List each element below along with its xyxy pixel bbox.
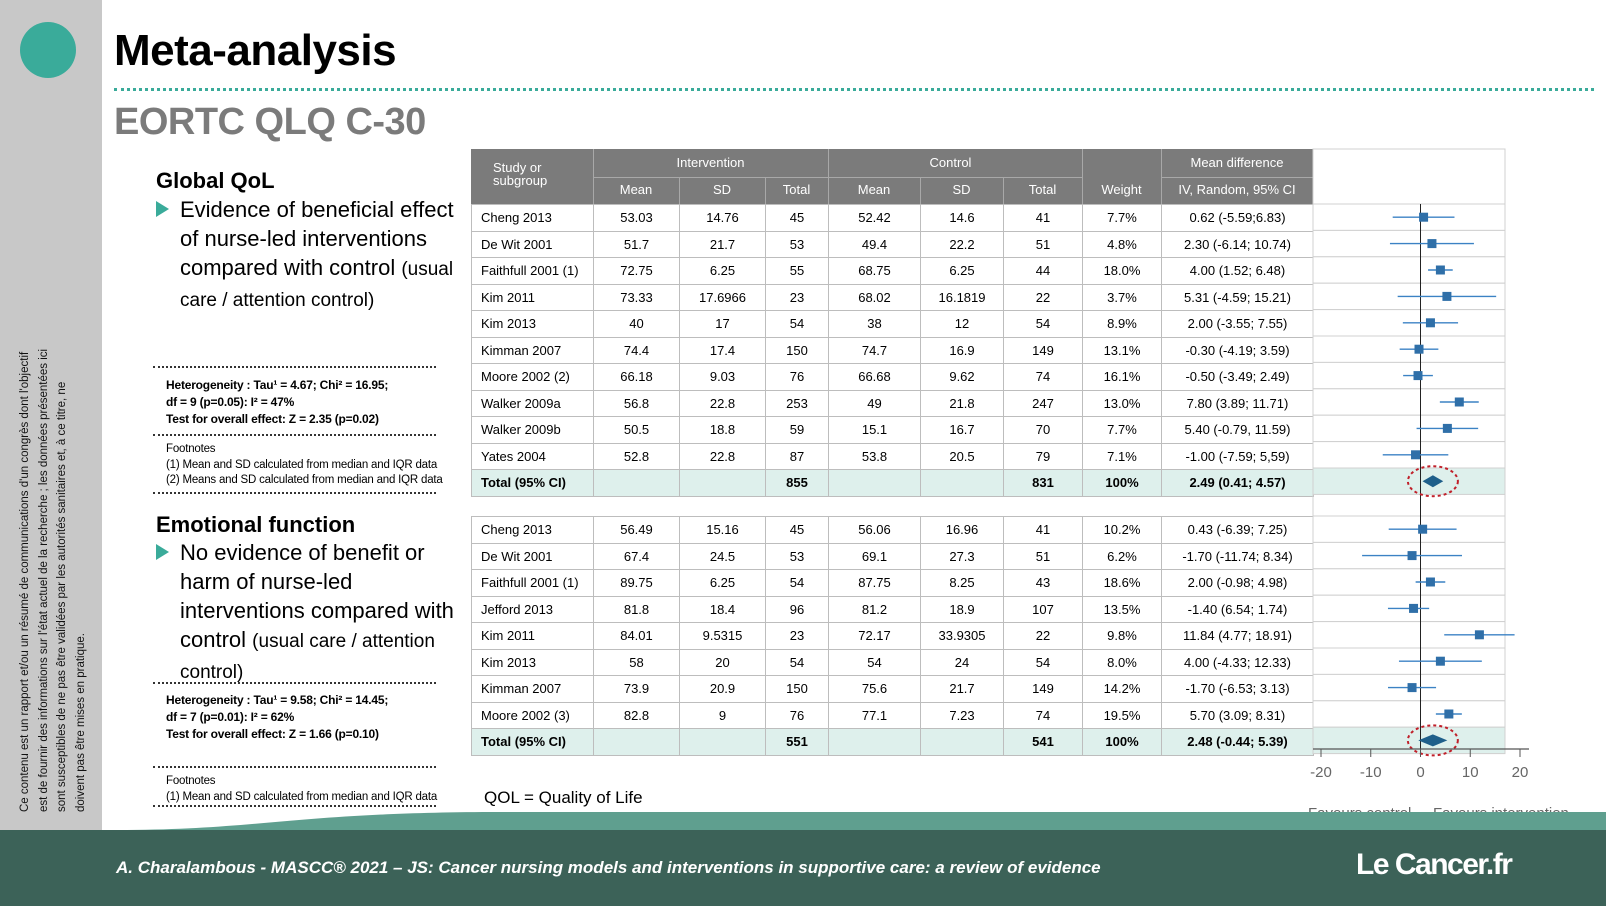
qol-note: QOL = Quality of Life (484, 788, 643, 807)
disclaimer-text: Ce contenu est un rapport et/ou un résumé de communications d'un congrès dont l'objectif est de fournir des informations sur l'état actuel de la recherche ; les données présentées ici sont susceptibles de ne pas être validées par les autorités sanitaires et, à ce titre, ne doivent pas être mises en pratique. (19, 348, 87, 812)
cell-w: 6.2% (1083, 543, 1162, 570)
cell-it: 54 (766, 649, 829, 676)
cell-ct: 43 (1004, 570, 1083, 597)
cell-ct: 41 (1004, 205, 1083, 232)
cell-w: 7.7% (1083, 205, 1162, 232)
cell-ci: -1.40 (6.54; 1.74) (1162, 596, 1314, 623)
cell-it: 855 (766, 470, 829, 497)
plot-row (1313, 727, 1505, 753)
cell-study: Faithfull 2001 (1) (472, 258, 594, 285)
cell-isd: 22.8 (680, 443, 766, 470)
cell-ci: 5.70 (3.09; 8.31) (1162, 702, 1314, 729)
study-point (1414, 371, 1423, 380)
cell-csd: 16.7 (921, 417, 1004, 444)
cell-it: 253 (766, 390, 829, 417)
global-heterogeneity (166, 377, 388, 428)
study-point (1436, 266, 1445, 275)
cell-study: Yates 2004 (472, 443, 594, 470)
cell-w: 16.1% (1083, 364, 1162, 391)
cell-study: Total (95% CI) (472, 729, 594, 756)
cell-ci: 5.40 (-0.79, 11.59) (1162, 417, 1314, 444)
cell-w: 10.2% (1083, 517, 1162, 544)
cell-w: 100% (1083, 470, 1162, 497)
table-row (472, 337, 1314, 364)
cell-study: Kim 2013 (472, 311, 594, 338)
cell-csd: 8.25 (921, 570, 1004, 597)
divider (153, 766, 436, 768)
cell-ct: 107 (1004, 596, 1083, 623)
cell-w: 8.0% (1083, 649, 1162, 676)
cell-isd: 22.8 (680, 390, 766, 417)
cell-study: De Wit 2001 (472, 543, 594, 570)
cell-it: 96 (766, 596, 829, 623)
study-point (1409, 604, 1418, 613)
x-tick-label: -20 (1310, 764, 1332, 781)
cell-im: 89.75 (594, 570, 680, 597)
study-point (1418, 525, 1427, 534)
cell-w: 13.0% (1083, 390, 1162, 417)
table-row (472, 517, 1314, 544)
cell-cm: 49.4 (829, 231, 921, 258)
footnote-title: Footnotes (166, 775, 216, 787)
table-row (472, 364, 1314, 391)
emotional-bullet (156, 538, 456, 687)
global-qol-table (471, 204, 1314, 497)
table-row (472, 570, 1314, 597)
cell-im (594, 470, 680, 497)
cell-study: Walker 2009b (472, 417, 594, 444)
cell-isd: 17 (680, 311, 766, 338)
cell-isd: 18.4 (680, 596, 766, 623)
cell-isd (680, 729, 766, 756)
cell-w: 18.0% (1083, 258, 1162, 285)
cell-isd: 9.03 (680, 364, 766, 391)
cell-study: Total (95% CI) (472, 470, 594, 497)
total-row (472, 470, 1314, 497)
table-row (472, 702, 1314, 729)
cell-im: 56.49 (594, 517, 680, 544)
footnote-title: Footnotes (166, 443, 216, 455)
cell-ci: 2.30 (-6.14; 10.74) (1162, 231, 1314, 258)
x-tick-label: -10 (1359, 764, 1382, 781)
cell-im: 58 (594, 649, 680, 676)
bullet-triangle-icon (156, 201, 169, 217)
cell-isd: 6.25 (680, 570, 766, 597)
cell-csd: 24 (921, 649, 1004, 676)
cell-ci: 0.43 (-6.39; 7.25) (1162, 517, 1314, 544)
table-row (472, 231, 1314, 258)
header-c-mean: Mean (857, 182, 891, 197)
cell-it: 23 (766, 623, 829, 650)
page-subtitle: EORTC QLQ C-30 (114, 101, 426, 143)
divider (153, 492, 436, 494)
cell-it: 150 (766, 337, 829, 364)
cell-w: 7.1% (1083, 443, 1162, 470)
het-line: Test for overall effect: Z = 2.35 (p=0.02) (166, 412, 379, 426)
cell-isd: 9.5315 (680, 623, 766, 650)
cell-csd: 14.6 (921, 205, 1004, 232)
cell-study: Kimman 2007 (472, 337, 594, 364)
plot-row (1313, 468, 1505, 494)
table-row (472, 390, 1314, 417)
table-row (472, 417, 1314, 444)
plot-row (1313, 569, 1505, 595)
cell-csd: 16.96 (921, 517, 1004, 544)
cell-csd (921, 729, 1004, 756)
emotional-footnotes (166, 774, 437, 805)
cell-ci: 2.49 (0.41; 4.57) (1162, 470, 1314, 497)
cell-study: Jefford 2013 (472, 596, 594, 623)
plot-header-box (1313, 149, 1505, 204)
cell-ct: 149 (1004, 337, 1083, 364)
cell-cm: 68.02 (829, 284, 921, 311)
cell-ci: -0.30 (-4.19; 3.59) (1162, 337, 1314, 364)
table-row (472, 676, 1314, 703)
header-control: Control (929, 155, 972, 170)
footer-citation: A. Charalambous - MASCC® 2021 – JS: Cancer nursing models and interventions in supportive care: a review of evidence (116, 858, 1101, 877)
cell-cm (829, 470, 921, 497)
cell-im: 50.5 (594, 417, 680, 444)
cell-ct: 51 (1004, 231, 1083, 258)
page-title: Meta-analysis (114, 26, 397, 75)
cell-cm: 87.75 (829, 570, 921, 597)
cell-it: 54 (766, 570, 829, 597)
global-qol-heading: Global QoL (156, 168, 275, 193)
global-footnotes (166, 442, 443, 489)
study-point (1426, 318, 1435, 327)
table-row (472, 543, 1314, 570)
logo-circle (20, 22, 76, 78)
cell-csd: 27.3 (921, 543, 1004, 570)
cell-csd: 6.25 (921, 258, 1004, 285)
cell-w: 13.5% (1083, 596, 1162, 623)
cell-cm: 74.7 (829, 337, 921, 364)
cell-cm: 68.75 (829, 258, 921, 285)
cell-isd: 9 (680, 702, 766, 729)
cell-study: Kim 2013 (472, 649, 594, 676)
cell-cm: 72.17 (829, 623, 921, 650)
x-tick-label: 20 (1511, 764, 1529, 781)
header-weight: Weight (1101, 182, 1142, 197)
cell-im: 66.18 (594, 364, 680, 391)
cell-cm: 69.1 (829, 543, 921, 570)
cell-isd (680, 470, 766, 497)
cell-ci: 7.80 (3.89; 11.71) (1162, 390, 1314, 417)
study-point (1444, 710, 1453, 719)
cell-cm (829, 729, 921, 756)
header-md: Mean difference (1190, 155, 1284, 170)
cell-ct: 51 (1004, 543, 1083, 570)
het-line: Test for overall effect: Z = 1.66 (p=0.10) (166, 727, 379, 741)
cell-cm: 53.8 (829, 443, 921, 470)
cell-csd: 16.9 (921, 337, 1004, 364)
cell-isd: 17.4 (680, 337, 766, 364)
cell-study: Cheng 2013 (472, 205, 594, 232)
cell-isd: 6.25 (680, 258, 766, 285)
cell-study: De Wit 2001 (472, 231, 594, 258)
x-tick-label: 10 (1461, 764, 1479, 781)
cell-isd: 14.76 (680, 205, 766, 232)
cell-csd: 9.62 (921, 364, 1004, 391)
cell-w: 14.2% (1083, 676, 1162, 703)
cell-ct: 149 (1004, 676, 1083, 703)
cell-it: 551 (766, 729, 829, 756)
het-line: Heterogeneity : Tau¹ = 9.58; Chi² = 14.45; (166, 693, 389, 707)
cell-csd: 33.9305 (921, 623, 1004, 650)
table-row (472, 443, 1314, 470)
cell-w: 13.1% (1083, 337, 1162, 364)
cell-cm: 81.2 (829, 596, 921, 623)
het-line: df = 9 (p=0.05): I² = 47% (166, 395, 295, 409)
table-row (472, 623, 1314, 650)
cell-study: Kim 2011 (472, 284, 594, 311)
cell-ci: 0.62 (-5.59;6.83) (1162, 205, 1314, 232)
cell-cm: 54 (829, 649, 921, 676)
emotional-bullet-main: No evidence of benefit or harm of nurse-led interventions compared with control (180, 540, 454, 652)
cell-study: Moore 2002 (2) (472, 364, 594, 391)
study-point (1455, 398, 1464, 407)
study-point (1443, 424, 1452, 433)
header-c-sd: SD (952, 182, 971, 197)
study-point (1415, 345, 1424, 354)
cell-ct: 79 (1004, 443, 1083, 470)
cell-it: 23 (766, 284, 829, 311)
cell-ct: 22 (1004, 284, 1083, 311)
cell-ci: 2.00 (-3.55; 7.55) (1162, 311, 1314, 338)
cell-it: 45 (766, 517, 829, 544)
cell-im: 56.8 (594, 390, 680, 417)
cell-im: 52.8 (594, 443, 680, 470)
cell-it: 76 (766, 364, 829, 391)
cell-ct: 831 (1004, 470, 1083, 497)
cell-ci: 11.84 (4.77; 18.91) (1162, 623, 1314, 650)
cell-isd: 20 (680, 649, 766, 676)
cell-w: 7.7% (1083, 417, 1162, 444)
cell-im: 73.9 (594, 676, 680, 703)
header-intervention: Intervention (676, 155, 745, 170)
study-point (1411, 450, 1420, 459)
cell-it: 55 (766, 258, 829, 285)
cell-ct: 74 (1004, 702, 1083, 729)
cell-it: 53 (766, 231, 829, 258)
table-row (472, 596, 1314, 623)
emotional-heading: Emotional function (156, 512, 356, 537)
emotional-heterogeneity (166, 692, 388, 743)
bullet-triangle-icon (156, 544, 169, 560)
cell-im: 82.8 (594, 702, 680, 729)
cell-im: 74.4 (594, 337, 680, 364)
cell-im (594, 729, 680, 756)
cell-w: 9.8% (1083, 623, 1162, 650)
divider (153, 434, 436, 436)
cell-csd: 7.23 (921, 702, 1004, 729)
cell-isd: 15.16 (680, 517, 766, 544)
study-point (1408, 551, 1417, 560)
cell-cm: 75.6 (829, 676, 921, 703)
cell-csd: 21.7 (921, 676, 1004, 703)
global-bullet-small: (usual care / attention control) (180, 259, 454, 311)
cell-it: 76 (766, 702, 829, 729)
cell-cm: 56.06 (829, 517, 921, 544)
cell-w: 3.7% (1083, 284, 1162, 311)
cell-ct: 54 (1004, 311, 1083, 338)
cell-csd: 22.2 (921, 231, 1004, 258)
header-i-total: Total (782, 182, 811, 197)
cell-ci: -0.50 (-3.49; 2.49) (1162, 364, 1314, 391)
header-i-sd: SD (712, 182, 732, 197)
x-tick-label: 0 (1416, 764, 1425, 781)
cell-ct: 22 (1004, 623, 1083, 650)
cell-cm: 49 (829, 390, 921, 417)
cell-isd: 24.5 (680, 543, 766, 570)
forest-plot (1310, 149, 1593, 829)
cell-study: Faithfull 2001 (1) (472, 570, 594, 597)
table-row (472, 649, 1314, 676)
cell-w: 8.9% (1083, 311, 1162, 338)
cell-study: Cheng 2013 (472, 517, 594, 544)
cell-ci: -1.70 (-11.74; 8.34) (1162, 543, 1314, 570)
table-row (472, 311, 1314, 338)
header-i-mean: Mean (619, 182, 653, 197)
header-study: Study or subgroup (493, 160, 548, 188)
cell-ci: 2.00 (-0.98; 4.98) (1162, 570, 1314, 597)
cell-ci: -1.00 (-7.59; 5,59) (1162, 443, 1314, 470)
header-c-total: Total (1028, 182, 1057, 197)
study-point (1419, 213, 1428, 222)
cell-isd: 20.9 (680, 676, 766, 703)
brand-logo: Le Cancer.fr (1356, 848, 1512, 881)
cell-im: 53.03 (594, 205, 680, 232)
cell-csd (921, 470, 1004, 497)
footnote: (1) Mean and SD calculated from median and IQR data (166, 790, 438, 803)
divider (153, 682, 436, 684)
cell-ct: 247 (1004, 390, 1083, 417)
cell-it: 150 (766, 676, 829, 703)
cell-im: 81.8 (594, 596, 680, 623)
cell-study: Kimman 2007 (472, 676, 594, 703)
het-line: Heterogeneity : Tau¹ = 4.67; Chi² = 16.95; (166, 378, 389, 392)
cell-w: 18.6% (1083, 570, 1162, 597)
table-header (471, 149, 1313, 204)
table-row (472, 258, 1314, 285)
global-qol-bullet (156, 195, 456, 315)
cell-cm: 15.1 (829, 417, 921, 444)
cell-it: 53 (766, 543, 829, 570)
study-point (1442, 292, 1451, 301)
cell-it: 45 (766, 205, 829, 232)
cell-cm: 52.42 (829, 205, 921, 232)
cell-ci: 4.00 (-4.33; 12.33) (1162, 649, 1314, 676)
cell-im: 73.33 (594, 284, 680, 311)
cell-isd: 17.6966 (680, 284, 766, 311)
cell-ci: 2.48 (-0.44; 5.39) (1162, 729, 1314, 756)
emotional-bullet-small: (usual care / attention control) (180, 631, 435, 683)
cell-ct: 41 (1004, 517, 1083, 544)
cell-cm: 77.1 (829, 702, 921, 729)
cell-study: Kim 2011 (472, 623, 594, 650)
header-method: IV, Random, 95% CI (1178, 182, 1296, 197)
cell-im: 84.01 (594, 623, 680, 650)
footnote: (1) Mean and SD calculated from median and IQR data (166, 458, 438, 471)
cell-ct: 70 (1004, 417, 1083, 444)
cell-it: 59 (766, 417, 829, 444)
cell-im: 67.4 (594, 543, 680, 570)
cell-csd: 16.1819 (921, 284, 1004, 311)
cell-study: Moore 2002 (3) (472, 702, 594, 729)
cell-cm: 38 (829, 311, 921, 338)
study-point (1427, 239, 1436, 248)
table-row (472, 205, 1314, 232)
cell-im: 72.75 (594, 258, 680, 285)
cell-ci: 5.31 (-4.59; 15.21) (1162, 284, 1314, 311)
table-row (472, 284, 1314, 311)
cell-ci: -1.70 (-6.53; 3.13) (1162, 676, 1314, 703)
total-row (472, 729, 1314, 756)
study-point (1475, 630, 1484, 639)
title-rule (114, 88, 1594, 91)
cell-ct: 541 (1004, 729, 1083, 756)
cell-csd: 21.8 (921, 390, 1004, 417)
global-bullet-main: Evidence of beneficial effect of nurse-led interventions compared with control (180, 197, 454, 280)
cell-csd: 20.5 (921, 443, 1004, 470)
cell-im: 51.7 (594, 231, 680, 258)
cell-isd: 21.7 (680, 231, 766, 258)
study-point (1426, 578, 1435, 587)
footnote: (2) Means and SD calculated from median and IQR data (166, 474, 443, 486)
cell-ct: 74 (1004, 364, 1083, 391)
cell-cm: 66.68 (829, 364, 921, 391)
cell-ct: 54 (1004, 649, 1083, 676)
het-line: df = 7 (p=0.01): I² = 62% (166, 710, 295, 724)
cell-isd: 18.8 (680, 417, 766, 444)
cell-im: 40 (594, 311, 680, 338)
cell-csd: 12 (921, 311, 1004, 338)
study-point (1436, 657, 1445, 666)
cell-it: 87 (766, 443, 829, 470)
cell-csd: 18.9 (921, 596, 1004, 623)
cell-it: 54 (766, 311, 829, 338)
plot-row (1313, 257, 1505, 283)
cell-study: Walker 2009a (472, 390, 594, 417)
cell-ct: 44 (1004, 258, 1083, 285)
cell-ci: 4.00 (1.52; 6.48) (1162, 258, 1314, 285)
divider (153, 366, 436, 368)
emotional-table (471, 516, 1314, 756)
cell-w: 100% (1083, 729, 1162, 756)
plot-row (1313, 701, 1505, 727)
cell-w: 19.5% (1083, 702, 1162, 729)
cell-w: 4.8% (1083, 231, 1162, 258)
divider (153, 805, 436, 807)
study-point (1408, 683, 1417, 692)
